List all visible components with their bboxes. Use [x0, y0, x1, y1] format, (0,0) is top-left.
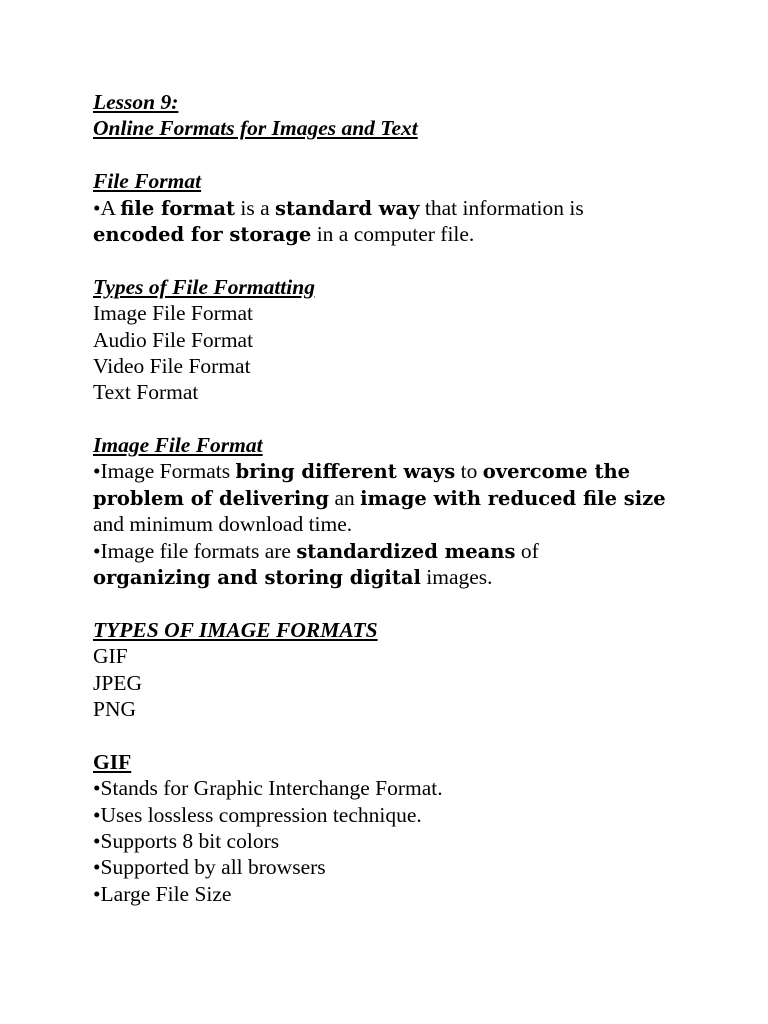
bold-text-run: encoded for storage: [93, 222, 312, 246]
paragraph-line: [93, 511, 733, 537]
text-run: an: [329, 485, 361, 510]
text-run: in a computer file.: [311, 221, 475, 246]
bold-text-run: bring different ways: [235, 460, 456, 484]
list-item: PNG: [93, 696, 137, 721]
spacer: [93, 406, 733, 432]
list-item: Image File Format: [93, 301, 254, 326]
text-run: •Image file formats are: [93, 538, 297, 563]
list-item: Video File Format: [93, 353, 251, 378]
paragraph-line: [93, 195, 733, 221]
bullet-item: •Stands for Graphic Interchange Format.: [93, 776, 443, 801]
paragraph-line: [93, 564, 733, 590]
section-heading-gif: GIF: [93, 749, 132, 774]
bullet-item: •Large File Size: [93, 881, 232, 906]
bold-text-run: problem of delivering: [93, 486, 330, 510]
text-run: is a: [234, 195, 275, 220]
bold-text-run: standard way: [275, 196, 420, 220]
text-run: •A: [93, 195, 121, 220]
section-heading-types-of-file-formatting: Types of File Formatting: [93, 274, 315, 299]
section-heading-types-of-image-formats: TYPES OF IMAGE FORMATS: [93, 617, 378, 642]
list-item: Audio File Format: [93, 327, 254, 352]
text-run: to: [455, 459, 483, 484]
bullet-item: •Uses lossless compression technique.: [93, 802, 422, 827]
spacer: [93, 590, 733, 616]
list-item: GIF: [93, 644, 128, 669]
paragraph-line: [93, 221, 733, 247]
bold-text-run: overcome the: [482, 460, 631, 484]
bullet-item: •Supported by all browsers: [93, 855, 326, 880]
paragraph-line: [93, 538, 733, 564]
bold-text-run: standardized means: [296, 539, 516, 563]
list-item: JPEG: [93, 670, 142, 695]
spacer: [93, 247, 733, 273]
text-run: that information is: [419, 195, 584, 220]
bold-text-run: organizing and storing digital: [93, 566, 421, 590]
paragraph-line: [93, 458, 733, 484]
lesson-number: Lesson 9:: [93, 90, 179, 114]
text-run: •Image Formats: [93, 459, 236, 484]
spacer: [93, 142, 733, 168]
section-heading-file-format: File Format: [93, 169, 202, 194]
text-run: images.: [420, 565, 493, 590]
bold-text-run: image with reduced file size: [360, 486, 666, 510]
spacer: [93, 722, 733, 748]
lesson-title: Online Formats for Images and Text: [93, 116, 418, 141]
paragraph-line: [93, 485, 733, 511]
document-page: [93, 89, 733, 907]
section-heading-image-file-format: Image File Format: [93, 433, 263, 458]
bold-text-run: file format: [120, 196, 235, 220]
bullet-item: •Supports 8 bit colors: [93, 828, 280, 853]
list-item: Text Format: [93, 380, 199, 405]
text-run: and minimum download time.: [93, 512, 353, 537]
text-run: of: [515, 538, 539, 563]
